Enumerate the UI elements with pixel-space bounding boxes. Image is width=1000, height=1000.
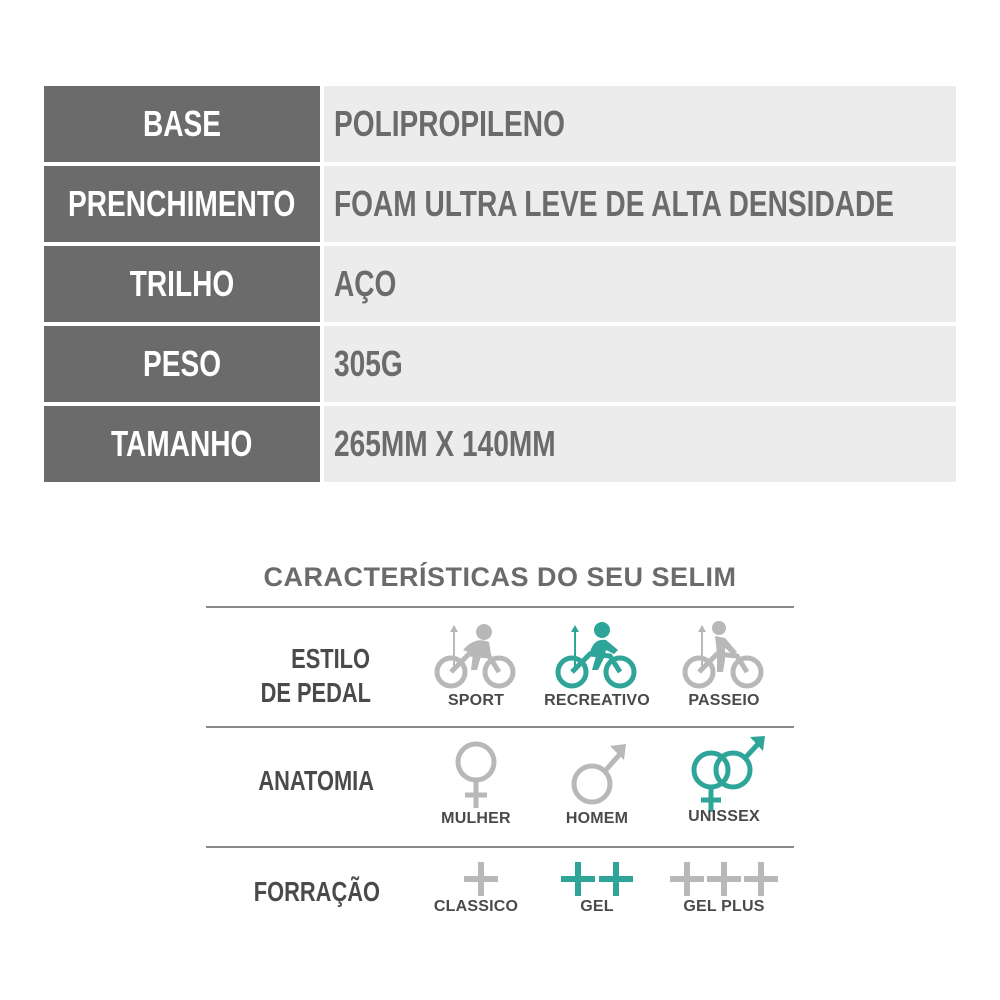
anatomy-label-text: ANATOMIA [258, 765, 374, 796]
single-plus-icon [416, 860, 536, 898]
spec-key: PRENCHIMENTO [68, 183, 296, 224]
double-plus-icon [537, 860, 657, 898]
spec-value-cell [324, 86, 956, 162]
spec-value-cell [324, 246, 956, 322]
spec-value: 305G [334, 343, 403, 384]
pedal-option-touring[interactable] [659, 620, 789, 710]
spec-table [44, 86, 956, 482]
spec-value-cell [324, 406, 956, 482]
pedal-option-label: PASSEIO [688, 692, 760, 709]
spec-row-weight [44, 326, 956, 402]
spec-value: 265MM X 140MM [334, 423, 556, 464]
anatomy-option-female[interactable] [411, 738, 541, 828]
anatomy-label [236, 764, 396, 798]
spec-row-rail [44, 246, 956, 322]
spec-row-filling [44, 166, 956, 242]
spec-value-cell [324, 166, 956, 242]
lining-option-gel-plus[interactable] [659, 860, 789, 916]
divider [206, 606, 794, 608]
unisex-symbol-icon [679, 736, 769, 816]
lining-option-label: GEL PLUS [683, 898, 765, 915]
divider [206, 726, 794, 728]
anatomy-option-label: UNISSEX [688, 808, 760, 825]
touring-cyclist-icon [679, 620, 769, 692]
spec-value-cell [324, 326, 956, 402]
spec-row-size [44, 406, 956, 482]
sport-cyclist-icon [431, 620, 521, 692]
lining-label-text: FORRAÇÃO [253, 876, 380, 907]
spec-key-cell [44, 166, 320, 242]
spec-key-cell [44, 246, 320, 322]
lining-option-label: GEL [580, 898, 614, 915]
male-symbol-icon [552, 738, 642, 810]
spec-value: AÇO [334, 263, 397, 304]
spec-key: TRILHO [129, 263, 235, 304]
anatomy-option-label: HOMEM [565, 810, 629, 827]
spec-key: PESO [142, 343, 222, 384]
pedal-style-label [236, 642, 396, 710]
pedal-style-label-line1: ESTILO [291, 643, 371, 674]
pedal-option-label: SPORT [447, 692, 505, 709]
characteristics-title: CARACTERÍSTICAS DO SEU SELIM [263, 562, 737, 592]
pedal-style-label-line2: DE PEDAL [260, 677, 372, 708]
female-symbol-icon [431, 738, 521, 810]
divider [206, 846, 794, 848]
anatomy-option-male[interactable] [532, 738, 662, 828]
anatomy-option-label: MULHER [441, 810, 511, 827]
lining-option-gel[interactable] [532, 860, 662, 916]
pedal-option-recreational[interactable] [532, 620, 662, 710]
lining-option-label: CLASSICO [433, 898, 519, 915]
triple-plus-icon [664, 860, 784, 898]
anatomy-option-unisex[interactable] [659, 738, 789, 826]
pedal-option-sport[interactable] [411, 620, 541, 710]
spec-key-cell [44, 406, 320, 482]
lining-option-classic[interactable] [411, 860, 541, 916]
spec-row-base [44, 86, 956, 162]
spec-key-cell [44, 326, 320, 402]
spec-key: BASE [142, 103, 222, 144]
pedal-option-label: RECREATIVO [544, 692, 650, 709]
spec-key: TAMANHO [111, 423, 253, 464]
spec-value: FOAM ULTRA LEVE DE ALTA DENSIDADE [334, 183, 895, 224]
lining-label [236, 875, 396, 909]
spec-value: POLIPROPILENO [334, 103, 565, 144]
recreational-cyclist-icon [552, 620, 642, 692]
spec-key-cell [44, 86, 320, 162]
